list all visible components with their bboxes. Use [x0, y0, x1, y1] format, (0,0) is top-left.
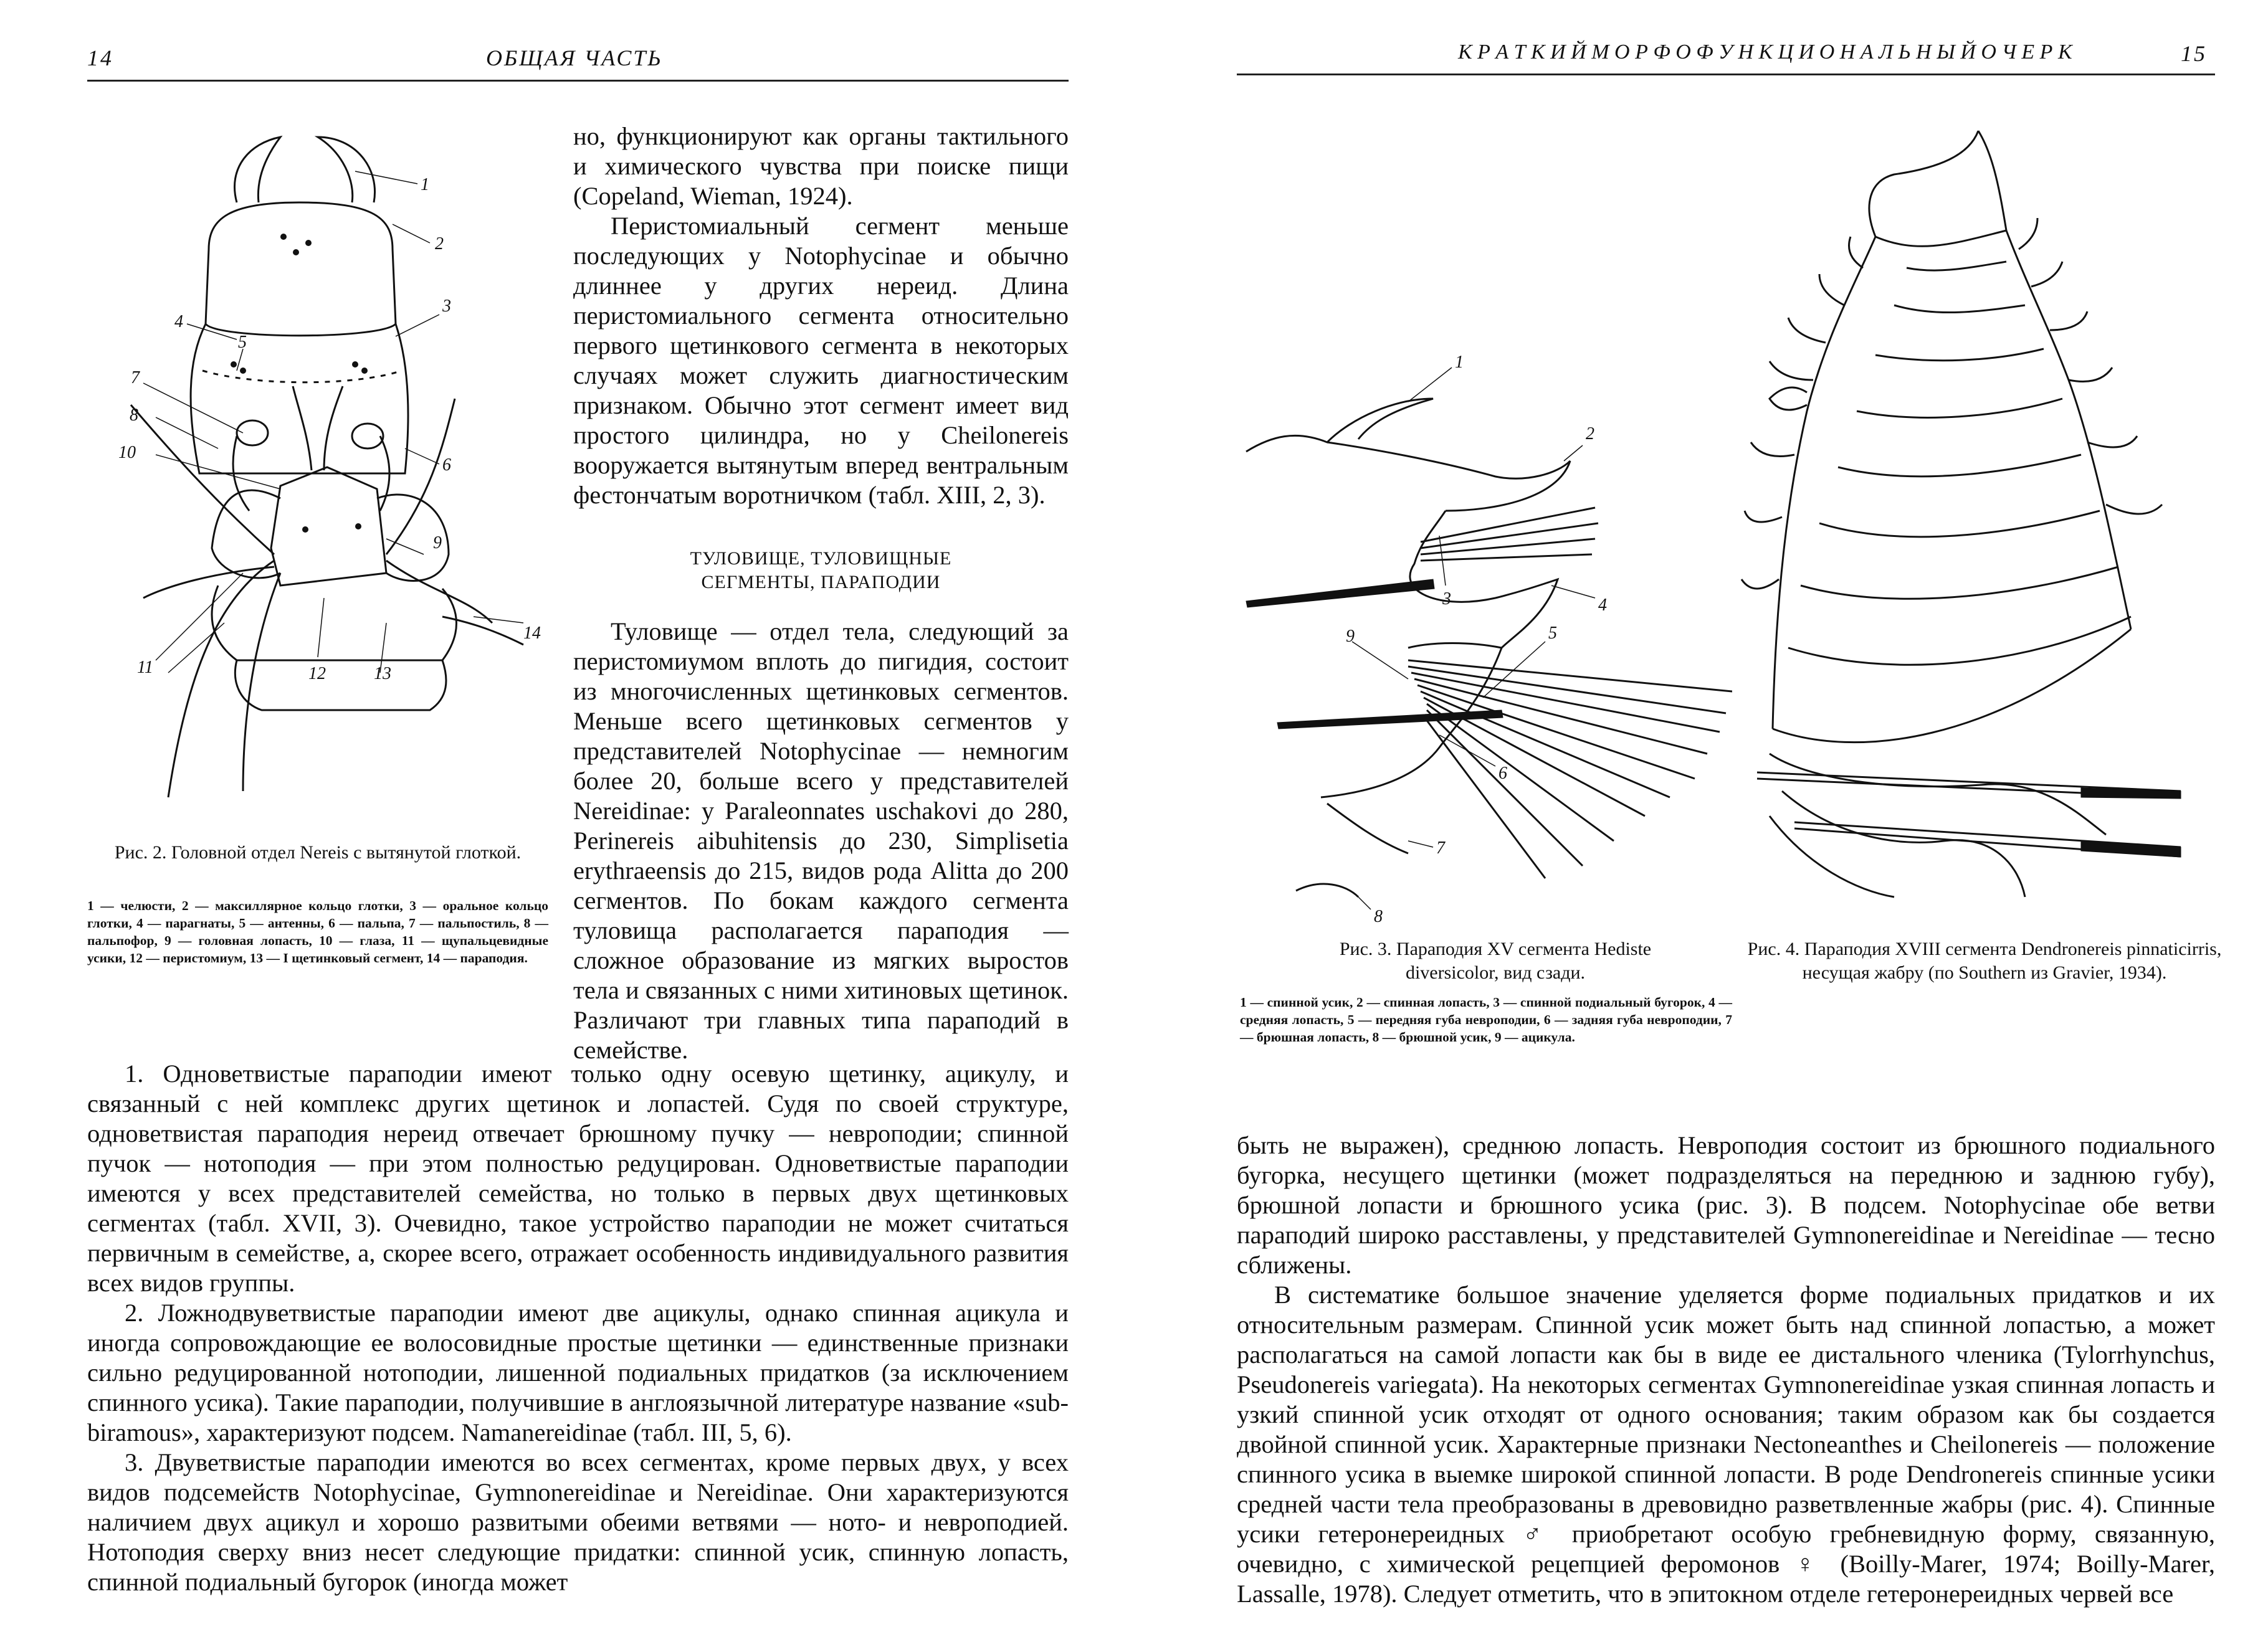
fig3-label-3: 3	[1442, 589, 1451, 609]
fig2-label-11: 11	[137, 658, 153, 677]
fig4-gill-drawing	[1732, 118, 2218, 928]
fig3-label-7: 7	[1436, 838, 1445, 858]
fig2-label-6: 6	[442, 455, 451, 475]
fig2-head-drawing	[93, 125, 542, 841]
fig2-label-2: 2	[435, 234, 444, 254]
fig2-label-4: 4	[174, 312, 183, 331]
fig3-label-2: 2	[1586, 424, 1594, 444]
fig2-label-8: 8	[130, 406, 138, 425]
right-page-text	[1237, 1131, 2215, 1609]
fig3-label-5: 5	[1548, 624, 1557, 643]
right-paragraph: быть не выражен), среднюю лопасть. Невроподия состоит из брюшного подиального бугорка, несущего щетинки (может подразделяться на переднюю и заднюю губу), брюшной лопасти и брюшного усика (рис. 3). В подсем. Notophycinae обе ветви параподий широко расставлены, у представителей Gymnonereidinae и Nereidinae — тесно сближены.	[1237, 1131, 2215, 1279]
fig2-label-7: 7	[131, 368, 140, 387]
right-paragraph: В систематике большое значение уделяется форме подиальных придатков и их относительным размерам. Спинной усик может быть над спинной лопастью, а может располагаться на самой лопасти как бы в виде ее дистального членика (Tylorrhynchus, Pseudonereis variegata). На некоторых сегментах Gymnonereidinae узкая спинная лопасть и узкий спинной усик отходят от одного основания; таким образом как бы создается двойной спинной усик. Характерные признаки Nectoneanthes и Cheilonereis — положение спинного усика в выемке широкой спинной лопасти. В роде Dendronereis спинные усики средней части тела преобразованы в древовидно разветвленные жабры (рис. 4). Спинные усики гетеронереидных ♂ приобретают особую гребневидную форму, связанную, очевидно, с химической рецепцией феромонов ♀ (Boilly-Marer, 1974; Boilly-Marer, Lassalle, 1978). Следует отметить, что в эпитокном отделе гетеронереидных червей все	[1237, 1281, 2215, 1608]
fig3-parapodium-drawing	[1234, 349, 1732, 941]
running-head-left: ОБЩАЯ ЧАСТЬ	[486, 45, 663, 70]
fig3-legend: 1 — спинной усик, 2 — спинная лопасть, 3 — спинной подиальный бугорок, 4 — средняя лопасть, 5 — передняя губа невроподии, 6 — задняя губа невроподии, 7 — брюшная лопасть, 8 — брюшной усик, 9 — ацикула.	[1240, 995, 1732, 1045]
fig3-label-4: 4	[1598, 595, 1607, 615]
fig2-title: Рис. 2. Головной отдел Nereis с вытянутой глоткой.	[114, 842, 522, 863]
full-paragraph: 1. Одноветвистые параподии имеют только одну осевую щетинку, ацикулу, и связанный с ней комплекс других щетинок и лопастей. Судя по своей структуре, одноветвистая параподия нереид отвечает брюшному пучку — невроподии; спинной пучок — нотоподия — при этом полностью редуцирован. Одноветвистые параподии имеются у всех представителей семейства, но только в первых двух щетинковых сегментах (табл. XVII, 3). Очевидно, такое устройство параподии не может считаться первичным в семействе, а, скорее всего, отражает особенность индивидуального развития всех видов группы.	[87, 1060, 1069, 1297]
fig2-label-13: 13	[374, 664, 391, 683]
fig3-title	[1252, 937, 1738, 985]
fig2-legend: 1 — челюсти, 2 — максиллярное кольцо глотки, 3 — оральное кольцо глотки, 4 — парагнаты, 5 — антенны, 6 — пальпа, 7 — пальпостиль, 8 — пальпофор, 9 — головная лопасть, 10 — глаза, 11 — щупальцевидные усики, 12 — перистомиум, 13 — I щетинковый сегмент, 14 — параподия.	[87, 898, 548, 965]
running-head-right: К Р А Т К И Й М О Р Ф О Ф У Н К Ц И О Н А Л Ь Н Ы Й О Ч Е Р К	[1458, 40, 2072, 64]
page-number-right: 15	[2181, 41, 2207, 66]
left-column-paragraph: но, функционируют как органы тактильного и химического чувства при поиске пищи (Copeland, Wieman, 1924).	[573, 122, 1069, 210]
section-heading	[573, 547, 1069, 594]
full-paragraph: 3. Двуветвистые параподии имеются во всех сегментах, кроме первых двух, у всех видов подсемейств Notophycinae, Gymnonereidinae и Nereidinae. Они характеризуются наличием двух ацикул и хорошо развитыми обеими ветвями — ното- и невроподией. Нотоподия сверху вниз несет следующие придатки: спинной усик, спинную лопасть, спинной подиальный бугорок (иногда может	[87, 1448, 1069, 1596]
fig2-label-1: 1	[421, 175, 429, 194]
header-rule-right	[1237, 74, 2215, 75]
fig2-label-10: 10	[118, 443, 136, 462]
fig3-label-6: 6	[1498, 764, 1507, 783]
fig2-label-3: 3	[442, 297, 451, 316]
fig4-title: Рис. 4. Параподия XVIII сегмента Dendronereis pinnaticirris, несущая жабру (по Southern из Gravier, 1934).	[1747, 939, 2222, 983]
page-number-left: 14	[87, 45, 113, 70]
left-column-paragraph: Туловище — отдел тела, следующий за перистомиумом вплоть до пигидия, состоит из многочисленных щетинковых сегментов. Меньше всего щетинковых сегментов у представителей Notophycinae — немногим более 20, больше всего у представителей Nereidinae: у Paraleonnates uschakovi до 280, Perinereis aibuhitensis до 230, Simplisetia erythraeensis до 215, видов рода Alitta до 200 сегментов. По бокам каждого сегмента туловища располагается параподия — сложное образование из мягких выростов тела и связанных с ними хитиновых щетинок. Различают три главных типа параподий в семействе.	[573, 617, 1069, 1064]
fig3-label-1: 1	[1455, 353, 1464, 372]
left-column-text	[573, 121, 1069, 510]
left-column-text-2	[573, 617, 1069, 1065]
fig2-label-14: 14	[523, 624, 541, 643]
fig2-label-5: 5	[238, 333, 247, 352]
section-heading-line: ТУЛОВИЩЕ, ТУЛОВИЩНЫЕ	[690, 548, 952, 569]
fig3-title-line: diversicolor, вид сзади.	[1405, 962, 1586, 983]
full-paragraph: 2. Ложнодвуветвистые параподии имеют две ацикулы, однако спинная ацикула и иногда сопровождающие ее волосовидные простые щетинки — единственные признаки сильно редуцированной нотоподии, лишенной подиальных придатков (за исключением спинного усика). Такие параподии, получившие в англоязычной литературе название «sub-biramous», характеризуют подсем. Namanereidinae (табл. III, 5, 6).	[87, 1299, 1069, 1446]
left-column-paragraph: Перистомиальный сегмент меньше последующих у Notophycinae и обычно длиннее у других нереид. Длина перистомиального сегмента относительно первого щетинкового сегмента в некоторых случаях может служить диагностическим признаком. Обычно этот сегмент имеет вид простого цилиндра, но у Cheilonereis вооружается вытянутым вперед вентральным фестончатым воротничком (табл. XIII, 2, 3).	[573, 212, 1069, 509]
fig2-label-9: 9	[433, 533, 442, 553]
section-heading-line: СЕГМЕНТЫ, ПАРАПОДИИ	[701, 572, 941, 592]
fig2-label-12: 12	[308, 664, 326, 683]
header-rule-left	[87, 80, 1069, 82]
fig3-title-line: Рис. 3. Параподия XV сегмента Hediste	[1339, 939, 1652, 959]
fig3-label-9: 9	[1346, 627, 1355, 646]
left-full-width-text	[87, 1059, 1069, 1597]
fig3-label-8: 8	[1374, 907, 1383, 926]
